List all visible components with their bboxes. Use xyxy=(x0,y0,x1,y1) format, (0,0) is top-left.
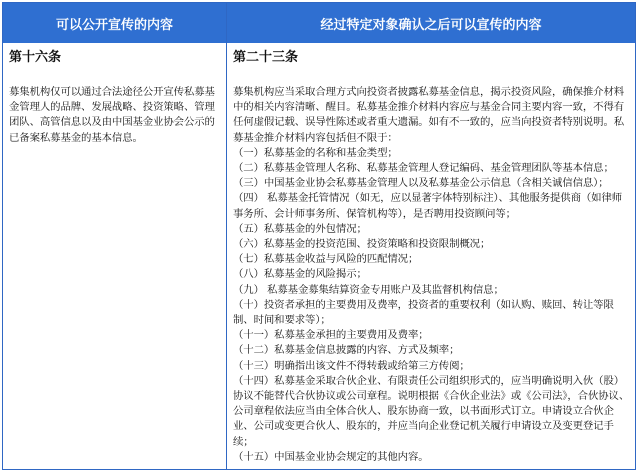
header-right: 经过特定对象确认之后可以宣传的内容 xyxy=(227,3,635,43)
list-item: （十三）明确指出该文件不得转载或给第三方传阅； xyxy=(233,359,470,372)
list-item: （七）私募基金收益与风险的匹配情况； xyxy=(233,253,419,266)
left-article-text: 募集机构仅可以通过合法途径公开宣传私募基金管理人的品牌、发展战略、投资策略、管理团队、高管信息以及由中国基金业协会公示的已备案私募基金的基本信息。 xyxy=(9,86,215,144)
list-item: （十五）中国基金业协会规定的其他内容。 xyxy=(233,450,429,463)
list-item: （一）私募基金的名称和基金类型； xyxy=(233,146,398,159)
column-divider xyxy=(226,3,227,469)
right-column xyxy=(233,49,631,465)
list-item: （六）私募基金的投资范围、投资策略和投资限制概况； xyxy=(233,238,491,251)
header-left: 可以公开宣传的内容 xyxy=(3,3,226,43)
list-item: （十二）私募基金信息披露的内容、方式及频率； xyxy=(233,344,460,357)
list-item: （十）投资者承担的主要费用及费率，投资者的重要权利（如认购、赎回、转让等限制、时间和要求等）； xyxy=(233,298,614,327)
list-item: （四） 私募基金托管情况（如无，应以显著字体特别标注）、其他服务提供商（如律师事务所、会计师事务所、保管机构等），是否聘用投资顾问等； xyxy=(233,192,623,220)
right-article-title: 第二十三条 xyxy=(233,50,299,65)
list-item: （五）私募基金的外包情况； xyxy=(233,222,367,235)
right-article-intro: 募集机构应当采取合理方式向投资者披露私募基金信息，揭示投资风险，确保推介材料中的相关内容清晰、醒目。私募基金推介材料内容应与基金合同主要内容一致，不得有任何虚假记载、误导性陈述或者重大遗漏。如有不一致的，应当向投资者特别说明。私募基金推介材料内容包括但不限于： xyxy=(233,86,625,144)
comparison-table-wrapper xyxy=(2,2,638,472)
left-column xyxy=(9,49,221,146)
list-item: （八）私募基金的风险揭示； xyxy=(233,268,367,281)
list-item: （九） 私募基金募集结算资金专用账户及其监督机构信息； xyxy=(233,283,504,296)
list-item: （二）私募基金管理人名称、私募基金管理人登记编码、基金管理团队等基本信息； xyxy=(233,162,614,175)
list-item: （三）中国基金业协会私募基金管理人以及私募基金公示信息（含相关诚信信息）； xyxy=(233,177,609,190)
list-item: （十四）私募基金采取合伙企业、有限责任公司组织形式的，应当明确说明入伙（股）协议不能替代合伙协议或公司章程。说明根据《合伙企业法》或《公司法》，合伙协议、公司章程依法应当由全体合伙人、股东协商一致，以书面形式订立。申请设立合伙企业、公司或变更合伙人、股东的，并应当向企业登记机关履行申请设立及变更登记手续； xyxy=(233,374,630,448)
disclosure-items-list xyxy=(233,146,631,465)
list-item: （十一）私募基金承担的主要费用及费率； xyxy=(233,329,429,342)
comparison-table xyxy=(2,2,636,470)
left-article-title: 第十六条 xyxy=(9,50,62,65)
